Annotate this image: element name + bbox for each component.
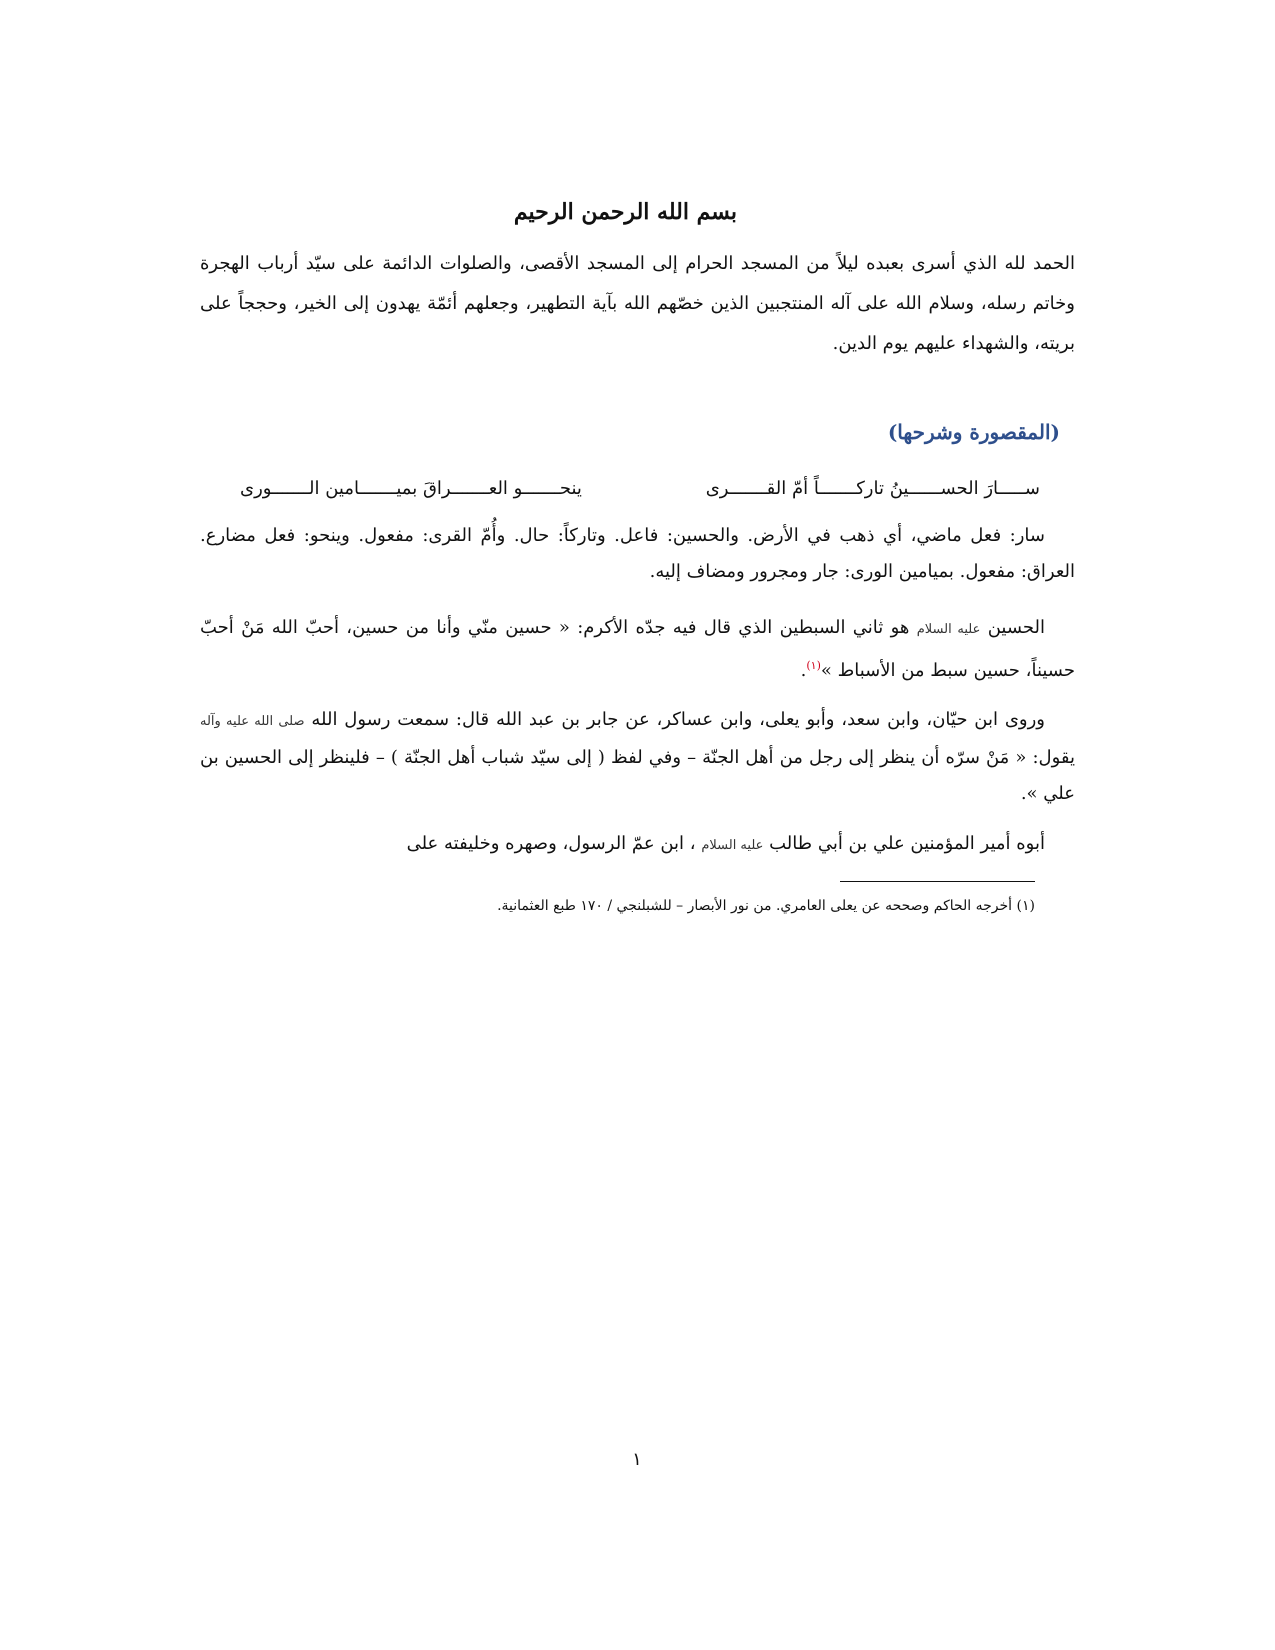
- grammar-explanation-paragraph: سار: فعل ماضي، أي ذهب في الأرض. والحسين: فاعل. وتاركاً: حال. وأُمّ القرى: مفعول. وينحو: فعل مضارع. العراق: مفعول. بميامين الورى: جار ومجرور ومضاف إليه.: [200, 525, 1075, 582]
- section-heading: (المقصورة وشرحها): [887, 420, 1060, 444]
- footnote-reference[interactable]: (١): [806, 659, 821, 672]
- hadith-narration-paragraph: [200, 702, 1075, 812]
- paragraph-text: ، ابن عمّ الرسول، وصهره وخليفته على: [406, 833, 696, 854]
- page-number: ١: [632, 1449, 642, 1470]
- honorific-symbol: صلى الله عليه وآله: [200, 714, 305, 729]
- footnote-divider: [840, 881, 1035, 882]
- poem-verse: [240, 473, 1040, 505]
- paragraph-text: وروى ابن حيّان، وابن سعد، وأبو يعلى، وابن عساكر، عن جابر بن عبد الله قال: سمعت رسول الله: [311, 709, 1045, 730]
- father-description-paragraph: [200, 826, 1075, 864]
- paragraph-text: يقول: « مَنْ سرّه أن ينظر إلى رجل من أهل الجنّة – وفي لفظ ( إلى سيّد شباب أهل الجنّة ) – فلينظر إلى الحسين بن علي ».: [200, 747, 1075, 804]
- honorific-symbol: عليه السلام: [916, 622, 981, 637]
- verse-second-hemistich: ينحـــــــو العـــــــراقَ بميـــــــامين الـــــــورى: [240, 478, 582, 499]
- intro-paragraph: الحمد لله الذي أسرى بعبده ليلاً من المسجد الحرام إلى المسجد الأقصى، والصلوات الدائمة على سيّد أرباب الهجرة وخاتم رسله، وسلام الله على آله المنتجبين الذين خصّهم الله بآية التطهير، وجعلهم أئمّة يهدون إلى الخير، وحججاً على بريته، والشهداء عليهم يوم الدين.: [200, 253, 1075, 354]
- paragraph-text: أبوه أمير المؤمنين علي بن أبي طالب: [769, 833, 1045, 854]
- paragraph-punctuation: .: [800, 660, 807, 681]
- paragraph-text: الحسين: [987, 617, 1045, 638]
- verse-first-hemistich: ســـــارَ الحســــــينُ تاركـــــــاً أمّ القـــــــرى: [705, 478, 1040, 499]
- honorific-symbol: عليه السلام: [701, 838, 764, 853]
- footnote-text: (١) أخرجه الحاكم وصححه عن يعلى العامري. من نور الأبصار – للشبلنجي / ١٧٠ طبع العثمانية.: [497, 898, 1035, 914]
- paragraph-text: هو ثاني السبطين الذي قال فيه جدّه الأكرم: « حسين منّي وأنا من حسين، أحبّ الله مَنْ أحبّ حسيناً، حسين سبط من الأسباط »: [200, 617, 1075, 681]
- hussein-description-paragraph: [200, 610, 1075, 689]
- basmala-calligraphy: بسم الله الرحمن الرحيم: [513, 199, 737, 225]
